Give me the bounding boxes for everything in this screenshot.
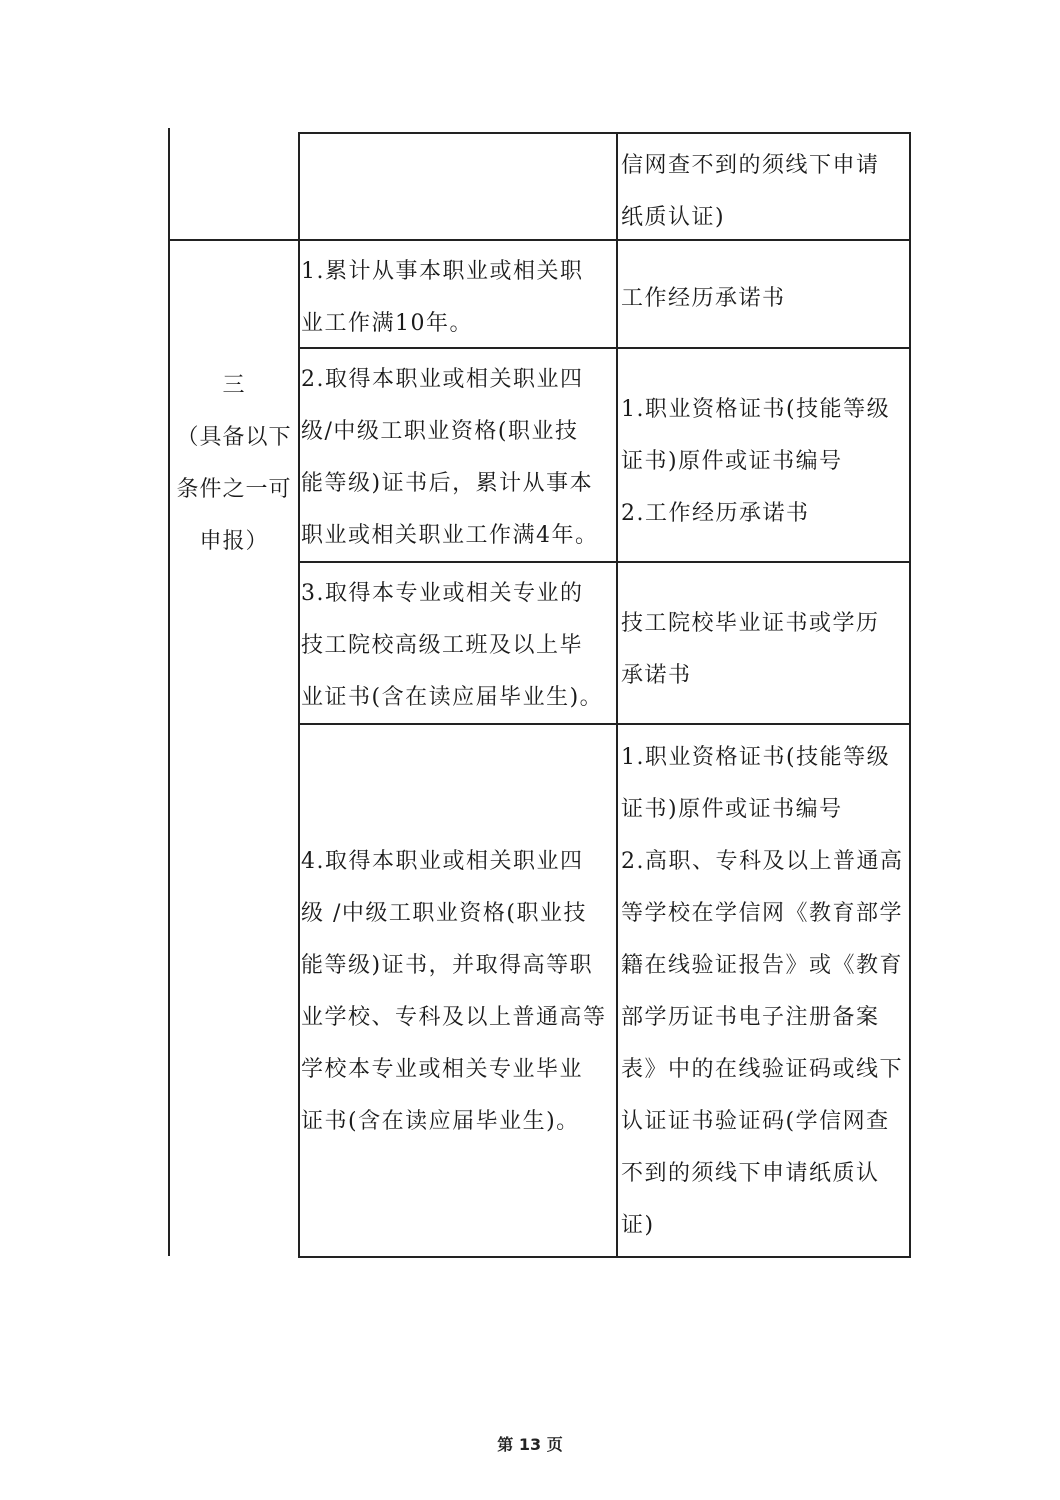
material-cell-4: 1.职业资格证书(技能等级 证书)原件或证书编号 2.高职、专科及以上普通高 等学校在学信网《教育部学 籍在线验证报告》或《教育 部学历证书电子注册备案 表》中的在线验证码或线下 认证证书验证码(学信网查 不到的须线下申请纸质认 证)	[621, 745, 904, 1238]
group-label	[170, 360, 298, 568]
material-cell-2: 1.职业资格证书(技能等级 证书)原件或证书编号 2.工作经历承诺书	[621, 397, 891, 526]
page-number: 第 13 页	[497, 1435, 563, 1454]
group-label-line: 条件之一可	[176, 477, 292, 502]
group-label-line: 三	[222, 373, 246, 398]
group-label-line: （具备以下	[176, 425, 292, 450]
material-cell-1: 工作经历承诺书	[621, 286, 786, 311]
condition-cell-2: 2.取得本职业或相关职业四 级/中级工职业资格(职业技 能等级)证书后，累计从事本 职业或相关职业工作满4年。	[301, 367, 599, 548]
group-label-line: 申报）	[199, 529, 269, 554]
table-top-border	[298, 132, 911, 134]
table-left-border	[168, 128, 170, 1256]
continued-material-cell: 信网查不到的须线下申请 纸质认证)	[621, 153, 880, 230]
table-bottom-border	[298, 1256, 911, 1258]
table-divider-col2	[616, 132, 618, 1258]
condition-cell-1: 1.累计从事本职业或相关职 业工作满10年。	[301, 259, 584, 336]
table-right-border	[909, 132, 911, 1258]
condition-cell-3: 3.取得本专业或相关专业的 技工院校高级工班及以上毕 业证书(含在读应届毕业生)。	[301, 581, 604, 710]
condition-cell-4: 4.取得本职业或相关职业四 级 /中级工职业资格(职业技 能等级)证书，并取得高等职 业学校、专科及以上普通高等 学校本专业或相关专业毕业 证书(含在读应届毕业生)。	[301, 849, 607, 1134]
material-cell-3: 技工院校毕业证书或学历 承诺书	[621, 611, 880, 688]
table-divider-col1	[298, 132, 300, 1258]
